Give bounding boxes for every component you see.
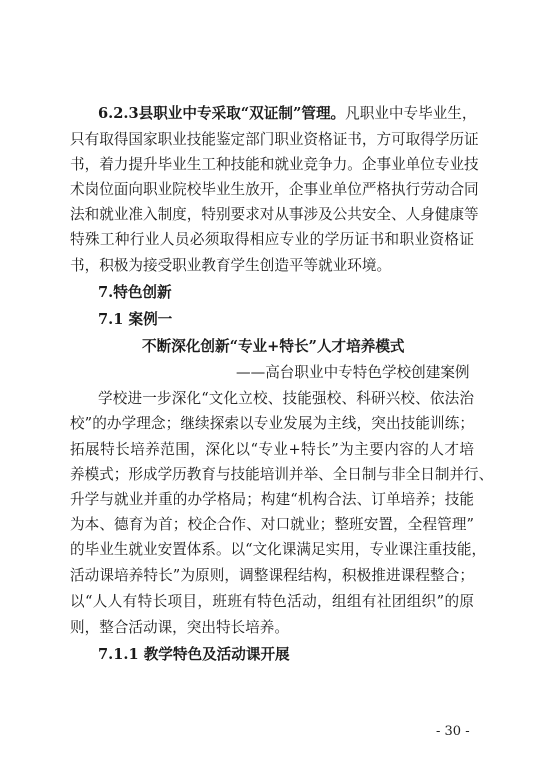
paragraph-line-14: 的毕业生就业安置体系。以“文化课满足实用，专业课注重技能， (70, 541, 487, 558)
section-heading-7: 7.特色创新 (98, 284, 172, 301)
page-number: - 30 - (436, 724, 470, 739)
section-heading-7-1: 7.1 案例一 (98, 311, 173, 328)
paragraph-text: 凡职业中专毕业生， (345, 105, 477, 122)
section-heading-6-2-3: 6.2.3县职业中专采取“双证制”管理。 (98, 105, 346, 122)
case-subtitle: ——高台职业中专特色学校创建案例 (236, 364, 470, 381)
paragraph-line-10: 拓展特长培养范围，深化以“专业+特长”为主要内容的人才培 (70, 441, 474, 458)
paragraph-line-17: 则，整合活动课，突出特长培养。 (70, 619, 289, 636)
paragraph-line-3: 书，着力提升毕业生工种技能和就业竞争力。企事业单位专业技 (70, 156, 479, 173)
section-heading-7-1-1: 7.1.1 教学特色及活动课开展 (98, 646, 290, 663)
paragraph-line-9: 校”的办学理念；继续探索以专业发展为主线，突出技能训练； (70, 415, 474, 432)
paragraph-line-12: 升学与就业并重的办学格局；构建“机构合法、订单培养；技能 (70, 491, 474, 508)
paragraph-line-2: 只有取得国家职业技能鉴定部门职业资格证书，方可取得学历证 (70, 131, 479, 148)
paragraph-line-4: 术岗位面向职业院校毕业生放开，企事业单位严格执行劳动合同 (70, 181, 479, 198)
case-title: 不断深化创新“专业+特长”人才培养模式 (142, 338, 405, 355)
paragraph-line-16: 以“人人有特长项目，班班有特色活动，组组有社团组织”的原 (70, 593, 474, 610)
paragraph-line-5: 法和就业准入制度，特别要求对从事涉及公共安全、人身健康等 (70, 206, 479, 223)
paragraph-line-13: 为本、德育为首；校企合作、对口就业；整班安置，全程管理” (70, 516, 474, 533)
paragraph-line-6: 特殊工种行业人员必须取得相应专业的学历证书和职业资格证 (70, 231, 474, 248)
paragraph-line-15: 活动课培养特长”为原则，调整课程结构，积极推进课程整合； (70, 567, 474, 584)
paragraph-line-11: 养模式；形成学历教育与技能培训并举、全日制与非全日制并行、 (70, 466, 494, 483)
paragraph-line-8: 学校进一步深化“文化立校、技能强校、科研兴校、依法治 (98, 390, 474, 407)
paragraph-line-1 (98, 104, 477, 124)
paragraph-line-7: 书，积极为接受职业教育学生创造平等就业环境。 (70, 257, 392, 274)
